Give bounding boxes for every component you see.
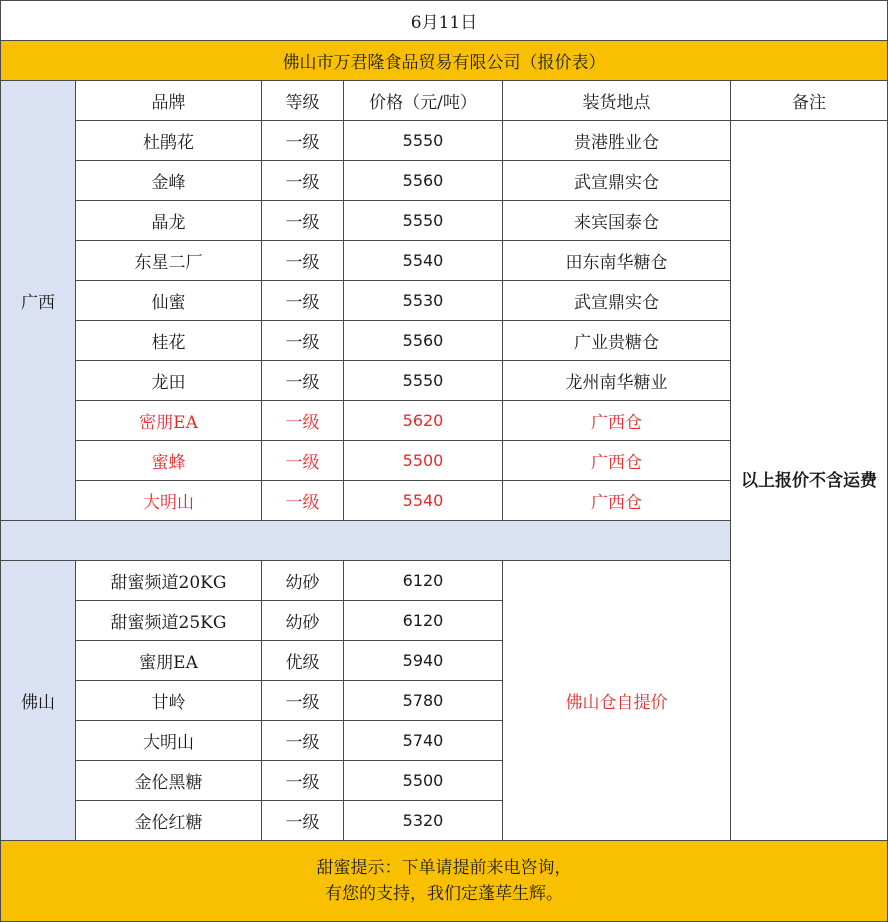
footer-line-1: 甜蜜提示：下单请提前来电咨询，: [316, 858, 572, 878]
grade-cell: 一级: [262, 761, 344, 801]
price-cell: 5940: [344, 641, 503, 681]
location-cell: 广西仓: [503, 401, 731, 441]
price-cell: 5780: [344, 681, 503, 721]
grade-cell: 一级: [262, 401, 344, 441]
grade-cell: 一级: [262, 721, 344, 761]
brand-cell: 甜蜜频道20KG: [76, 561, 262, 601]
brand-cell: 东星二厂: [76, 241, 262, 281]
region-guangxi: 广西: [0, 81, 76, 521]
price-cell: 5620: [344, 401, 503, 441]
grade-cell: 一级: [262, 241, 344, 281]
grade-cell: 一级: [262, 361, 344, 401]
price-cell: 6120: [344, 601, 503, 641]
brand-cell: 甘岭: [76, 681, 262, 721]
brand-cell: 杜鹃花: [76, 121, 262, 161]
price-cell: 5550: [344, 361, 503, 401]
foshan-location-cell: 佛山仓自提价: [503, 561, 731, 841]
footer-tip: [0, 841, 888, 922]
footer-line-2: 有您的支持，我们定蓬荜生辉。: [325, 884, 563, 904]
price-cell: 5560: [344, 161, 503, 201]
location-cell: 田东南华糖仓: [503, 241, 731, 281]
note-cell: 以上报价不含运费: [731, 121, 888, 841]
brand-cell: 大明山: [76, 481, 262, 521]
grade-cell: 一级: [262, 161, 344, 201]
date-cell: 6月11日: [0, 0, 888, 41]
grade-cell: 一级: [262, 121, 344, 161]
brand-cell: 晶龙: [76, 201, 262, 241]
price-cell: 5740: [344, 721, 503, 761]
header-price: 价格（元/吨）: [344, 81, 503, 121]
grade-cell: 一级: [262, 201, 344, 241]
grade-cell: 一级: [262, 281, 344, 321]
grade-cell: 优级: [262, 641, 344, 681]
brand-cell: 密朋EA: [76, 401, 262, 441]
brand-cell: 仙蜜: [76, 281, 262, 321]
location-cell: 广西仓: [503, 481, 731, 521]
location-cell: 贵港胜业仓: [503, 121, 731, 161]
grade-cell: 一级: [262, 321, 344, 361]
brand-cell: 蜜蜂: [76, 441, 262, 481]
price-cell: 5500: [344, 761, 503, 801]
location-cell: 龙州南华糖业: [503, 361, 731, 401]
price-cell: 5560: [344, 321, 503, 361]
price-cell: 5500: [344, 441, 503, 481]
location-cell: 来宾国泰仓: [503, 201, 731, 241]
brand-cell: 大明山: [76, 721, 262, 761]
price-cell: 5550: [344, 121, 503, 161]
brand-cell: 金伦黑糖: [76, 761, 262, 801]
brand-cell: 桂花: [76, 321, 262, 361]
price-cell: 5540: [344, 481, 503, 521]
price-cell: 5530: [344, 281, 503, 321]
region-spacer-row: [0, 521, 731, 561]
header-grade: 等级: [262, 81, 344, 121]
grade-cell: 一级: [262, 801, 344, 841]
header-brand: 品牌: [76, 81, 262, 121]
location-cell: 广西仓: [503, 441, 731, 481]
location-cell: 广业贵糖仓: [503, 321, 731, 361]
grade-cell: 一级: [262, 681, 344, 721]
price-cell: 5540: [344, 241, 503, 281]
header-location: 装货地点: [503, 81, 731, 121]
brand-cell: 甜蜜频道25KG: [76, 601, 262, 641]
brand-cell: 金伦红糖: [76, 801, 262, 841]
price-cell: 5320: [344, 801, 503, 841]
grade-cell: 幼砂: [262, 601, 344, 641]
grade-cell: 幼砂: [262, 561, 344, 601]
company-title: 佛山市万君隆食品贸易有限公司（报价表）: [0, 41, 888, 81]
region-foshan: 佛山: [0, 561, 76, 841]
price-cell: 6120: [344, 561, 503, 601]
brand-cell: 蜜朋EA: [76, 641, 262, 681]
price-cell: 5550: [344, 201, 503, 241]
brand-cell: 金峰: [76, 161, 262, 201]
location-cell: 武宣鼎实仓: [503, 281, 731, 321]
brand-cell: 龙田: [76, 361, 262, 401]
grade-cell: 一级: [262, 481, 344, 521]
location-cell: 武宣鼎实仓: [503, 161, 731, 201]
header-note: 备注: [731, 81, 888, 121]
grade-cell: 一级: [262, 441, 344, 481]
